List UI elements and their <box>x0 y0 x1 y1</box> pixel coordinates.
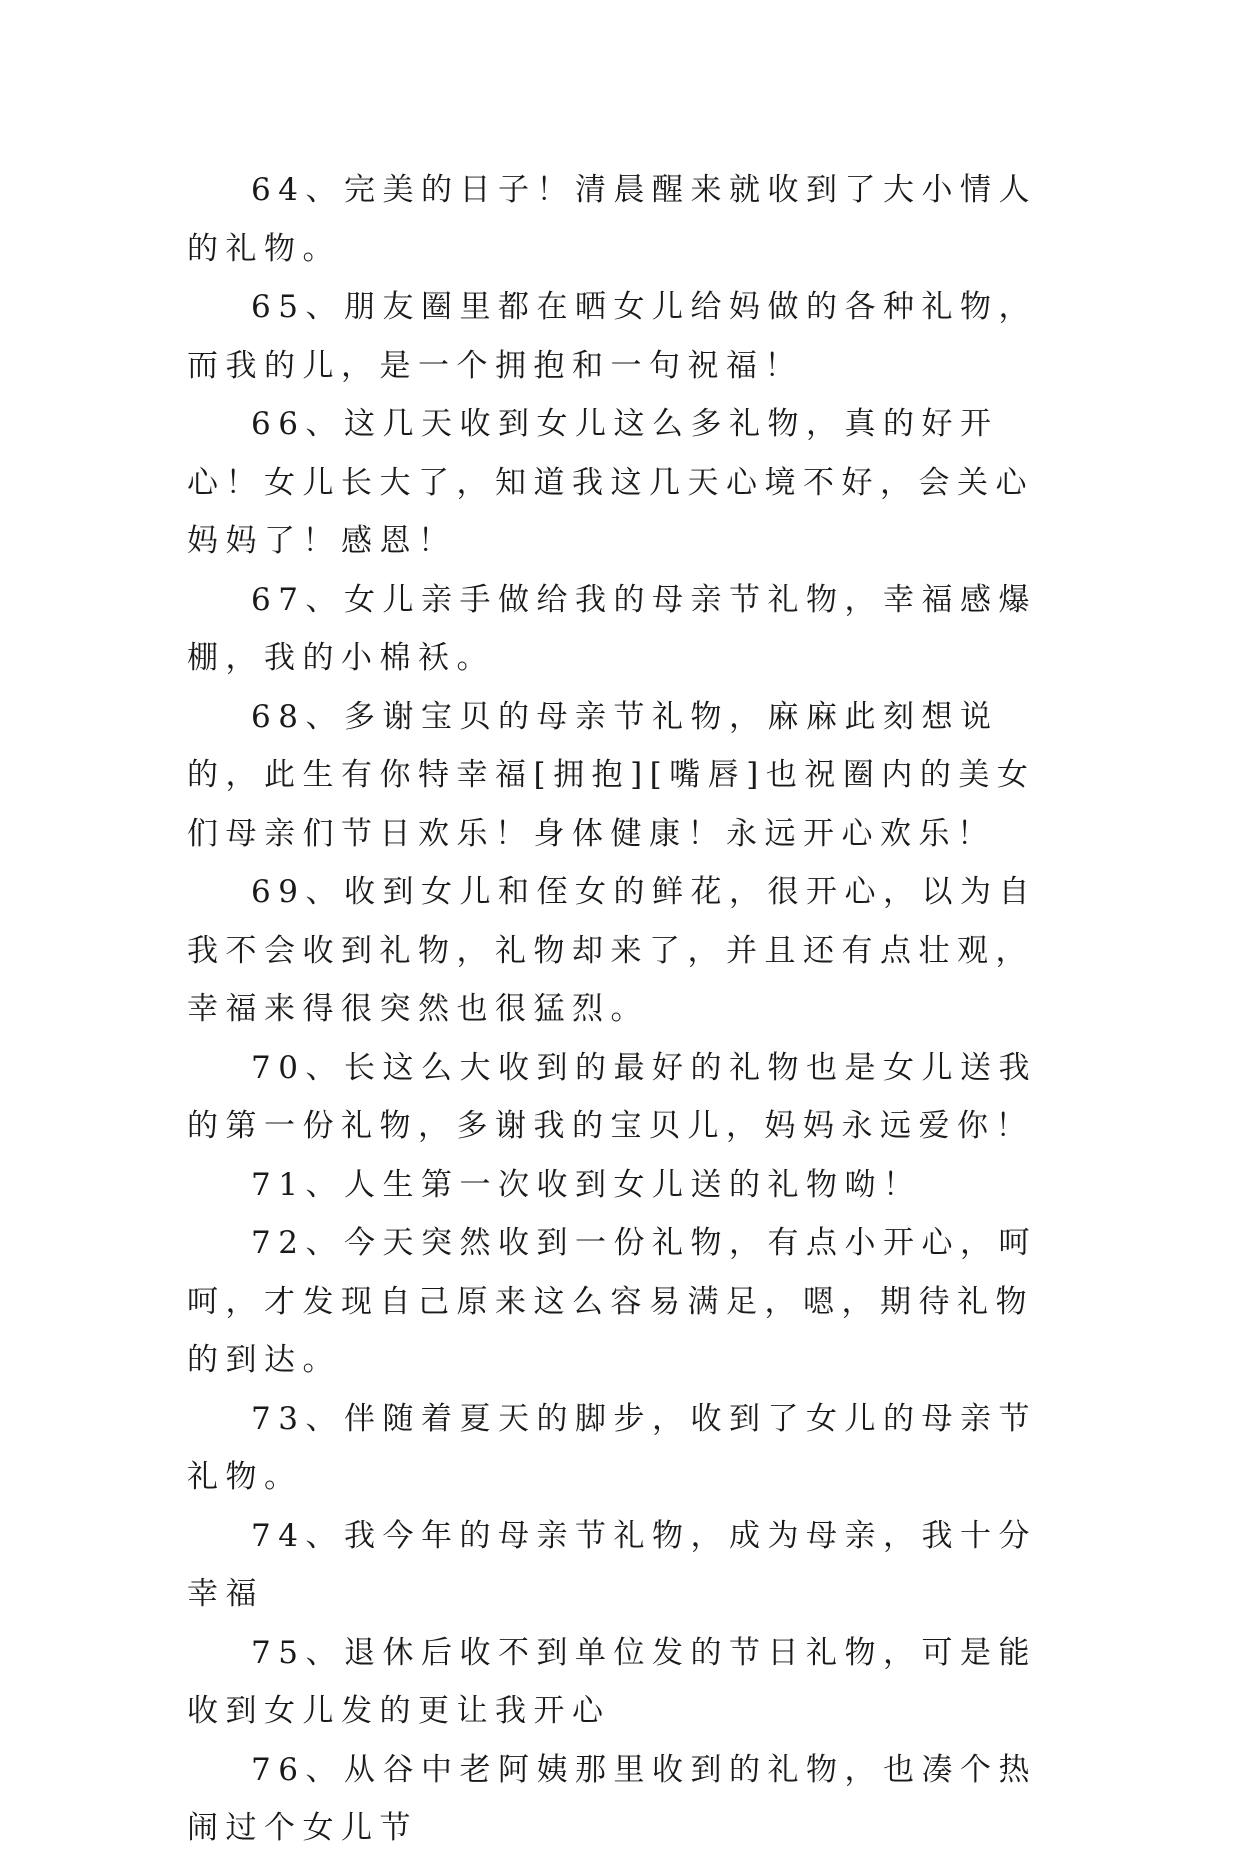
paragraph-74: 74、我今年的母亲节礼物，成为母亲，我十分幸福 <box>187 1517 1037 1612</box>
paragraph-75: 75、退休后收不到单位发的节日礼物，可是能收到女儿发的更让我开心 <box>187 1634 1037 1729</box>
paragraph-64: 64、完美的日子！清晨醒来就收到了大小情人的礼物。 <box>187 172 1037 267</box>
paragraph-76: 76、从谷中老阿姨那里收到的礼物，也凑个热闹过个女儿节 <box>187 1751 1037 1846</box>
paragraph-70: 70、长这么大收到的最好的礼物也是女儿送我的第一份礼物，多谢我的宝贝儿，妈妈永远爱你！ <box>187 1049 1037 1144</box>
paragraph-71: 71、人生第一次收到女儿送的礼物呦！ <box>251 1166 922 1203</box>
paragraph-69: 69、收到女儿和侄女的鲜花，很开心，以为自我不会收到礼物，礼物却来了，并且还有点壮观，幸福来得很突然也很猛烈。 <box>187 874 1037 1027</box>
paragraph-67: 67、女儿亲手做给我的母亲节礼物，幸福感爆棚，我的小棉袄。 <box>187 581 1037 676</box>
paragraph-72: 72、今天突然收到一份礼物，有点小开心，呵呵，才发现自己原来这么容易满足，嗯，期待礼物的到达。 <box>187 1225 1037 1378</box>
document-body <box>187 161 1067 1858</box>
paragraph-65: 65、朋友圈里都在晒女儿给妈做的各种礼物，而我的儿，是一个拥抱和一句祝福！ <box>187 289 1037 384</box>
paragraph-66: 66、这几天收到女儿这么多礼物，真的好开心！女儿长大了，知道我这几天心境不好，会关心妈妈了！感恩！ <box>187 406 1034 559</box>
paragraph-73: 73、伴随着夏天的脚步，收到了女儿的母亲节礼物。 <box>187 1400 1037 1495</box>
paragraph-68: 68、多谢宝贝的母亲节礼物，麻麻此刻想说的，此生有你特幸福[拥抱][嘴唇]也祝圈内的美女们母亲们节日欢乐！身体健康！永远开心欢乐！ <box>187 698 1036 852</box>
